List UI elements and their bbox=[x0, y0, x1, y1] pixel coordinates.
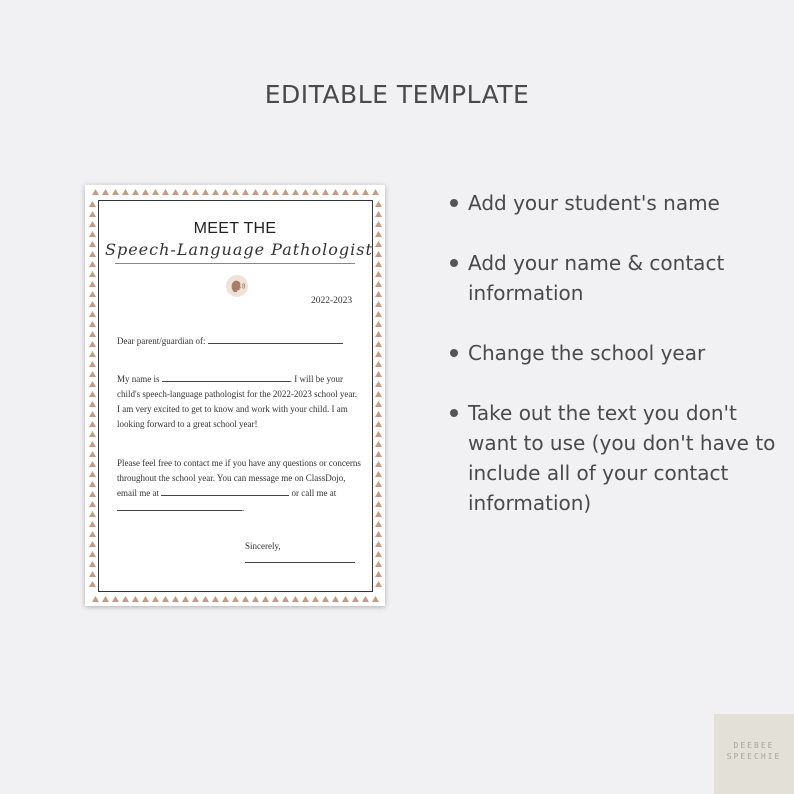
border-triangle bbox=[92, 189, 99, 195]
border-triangle bbox=[375, 391, 382, 397]
border-triangle bbox=[89, 371, 96, 377]
border-triangle bbox=[375, 521, 382, 527]
border-triangle bbox=[89, 421, 96, 427]
bullet-dot-icon bbox=[450, 349, 458, 357]
border-triangle bbox=[375, 291, 382, 297]
border-left-triangles bbox=[88, 199, 96, 591]
border-triangle bbox=[89, 361, 96, 367]
border-triangle bbox=[322, 596, 329, 602]
speech-head-icon bbox=[226, 275, 248, 297]
doc-title-slp: Speech-Language Pathologist bbox=[105, 240, 373, 259]
template-preview bbox=[85, 185, 385, 606]
signature-line[interactable] bbox=[245, 562, 355, 563]
bullet-dot-icon bbox=[450, 409, 458, 417]
border-triangle bbox=[372, 596, 379, 602]
border-triangle bbox=[172, 596, 179, 602]
border-triangle bbox=[122, 189, 129, 195]
border-triangle bbox=[162, 189, 169, 195]
border-triangle bbox=[302, 189, 309, 195]
greeting-line bbox=[117, 334, 362, 349]
border-triangle bbox=[89, 251, 96, 257]
border-top-triangles bbox=[91, 188, 379, 196]
border-triangle bbox=[89, 201, 96, 207]
border-triangle bbox=[212, 596, 219, 602]
border-triangle bbox=[332, 189, 339, 195]
border-triangle bbox=[152, 189, 159, 195]
border-triangle bbox=[312, 189, 319, 195]
border-triangle bbox=[89, 581, 96, 587]
brand-line2: SPEECHIE bbox=[726, 752, 782, 761]
border-triangle bbox=[375, 451, 382, 457]
border-triangle bbox=[132, 189, 139, 195]
border-triangle bbox=[375, 431, 382, 437]
border-triangle bbox=[102, 189, 109, 195]
contact-text-call: or call me at bbox=[291, 488, 337, 498]
border-triangle bbox=[112, 189, 119, 195]
border-triangle bbox=[375, 321, 382, 327]
border-triangle bbox=[172, 189, 179, 195]
border-triangle bbox=[375, 361, 382, 367]
border-triangle bbox=[89, 461, 96, 467]
border-triangle bbox=[375, 411, 382, 417]
border-triangle bbox=[92, 596, 99, 602]
border-triangle bbox=[192, 596, 199, 602]
border-triangle bbox=[302, 596, 309, 602]
border-triangle bbox=[252, 596, 259, 602]
border-triangle bbox=[89, 211, 96, 217]
border-triangle bbox=[375, 581, 382, 587]
border-triangle bbox=[272, 596, 279, 602]
title-underline bbox=[115, 263, 355, 264]
border-triangle bbox=[89, 411, 96, 417]
contact-text-start: Please feel free to contact me if you have any questions or concerns throughout the school year. You can message me on ClassDojo, email me at bbox=[117, 458, 361, 498]
border-triangle bbox=[89, 281, 96, 287]
feature-text: Add your name & contact information bbox=[468, 251, 725, 305]
contact-paragraph bbox=[117, 456, 362, 516]
school-year: 2022-2023 bbox=[311, 296, 353, 306]
border-triangle bbox=[375, 471, 382, 477]
feature-item bbox=[448, 248, 778, 308]
border-triangle bbox=[89, 531, 96, 537]
border-triangle bbox=[102, 596, 109, 602]
border-triangle bbox=[375, 371, 382, 377]
border-triangle bbox=[89, 271, 96, 277]
border-triangle bbox=[212, 189, 219, 195]
border-triangle bbox=[292, 189, 299, 195]
border-triangle bbox=[262, 189, 269, 195]
student-name-blank[interactable] bbox=[208, 334, 343, 344]
border-triangle bbox=[352, 596, 359, 602]
border-triangle bbox=[89, 341, 96, 347]
border-triangle bbox=[282, 189, 289, 195]
feature-text: Take out the text you don't want to use (you don't have to include all of your contact information) bbox=[468, 401, 776, 515]
border-triangle bbox=[89, 301, 96, 307]
border-triangle bbox=[375, 481, 382, 487]
border-triangle bbox=[89, 431, 96, 437]
border-triangle bbox=[89, 541, 96, 547]
slp-name-blank[interactable] bbox=[162, 372, 290, 382]
border-triangle bbox=[375, 201, 382, 207]
border-triangle bbox=[375, 511, 382, 517]
border-triangle bbox=[375, 491, 382, 497]
bullet-dot-icon bbox=[450, 199, 458, 207]
border-triangle bbox=[89, 311, 96, 317]
border-triangle bbox=[192, 189, 199, 195]
border-triangle bbox=[375, 461, 382, 467]
doc-title-meet: MEET THE bbox=[193, 220, 277, 237]
border-triangle bbox=[89, 481, 96, 487]
border-triangle bbox=[89, 401, 96, 407]
border-triangle bbox=[282, 596, 289, 602]
border-triangle bbox=[162, 596, 169, 602]
border-triangle bbox=[375, 311, 382, 317]
border-triangle bbox=[372, 189, 379, 195]
border-right-triangles bbox=[374, 199, 382, 591]
border-triangle bbox=[252, 189, 259, 195]
bullet-dot-icon bbox=[450, 259, 458, 267]
greeting-text: Dear parent/guardian of: bbox=[117, 336, 206, 346]
border-triangle bbox=[142, 189, 149, 195]
border-triangle bbox=[89, 321, 96, 327]
border-triangle bbox=[352, 189, 359, 195]
border-triangle bbox=[342, 189, 349, 195]
border-triangle bbox=[242, 596, 249, 602]
border-triangle bbox=[89, 391, 96, 397]
border-triangle bbox=[222, 189, 229, 195]
border-triangle bbox=[89, 441, 96, 447]
border-triangle bbox=[375, 271, 382, 277]
border-triangle bbox=[232, 596, 239, 602]
border-triangle bbox=[89, 331, 96, 337]
border-triangle bbox=[89, 291, 96, 297]
border-triangle bbox=[262, 596, 269, 602]
border-triangle bbox=[89, 551, 96, 557]
brand-line1: DEEBEE bbox=[733, 741, 775, 750]
border-triangle bbox=[182, 596, 189, 602]
border-triangle bbox=[375, 211, 382, 217]
intro-text-start: My name is bbox=[117, 374, 160, 384]
email-blank[interactable] bbox=[161, 486, 289, 496]
border-triangle bbox=[132, 596, 139, 602]
brand-logo bbox=[714, 714, 794, 794]
border-triangle bbox=[272, 189, 279, 195]
border-triangle bbox=[362, 189, 369, 195]
border-triangle bbox=[152, 596, 159, 602]
border-triangle bbox=[89, 241, 96, 247]
border-triangle bbox=[375, 541, 382, 547]
border-triangle bbox=[142, 596, 149, 602]
border-triangle bbox=[202, 189, 209, 195]
closing-text: Sincerely, bbox=[245, 541, 281, 551]
border-triangle bbox=[375, 441, 382, 447]
border-triangle bbox=[375, 571, 382, 577]
border-triangle bbox=[89, 261, 96, 267]
phone-blank[interactable] bbox=[117, 501, 245, 513]
border-triangle bbox=[375, 251, 382, 257]
page-heading: EDITABLE TEMPLATE bbox=[264, 80, 530, 109]
border-triangle bbox=[322, 189, 329, 195]
border-triangle bbox=[375, 551, 382, 557]
border-triangle bbox=[362, 596, 369, 602]
border-triangle bbox=[89, 351, 96, 357]
border-triangle bbox=[375, 381, 382, 387]
border-triangle bbox=[375, 241, 382, 247]
border-triangle bbox=[182, 189, 189, 195]
border-triangle bbox=[375, 341, 382, 347]
border-triangle bbox=[292, 596, 299, 602]
border-triangle bbox=[202, 596, 209, 602]
feature-list bbox=[448, 188, 778, 548]
border-triangle bbox=[222, 596, 229, 602]
border-triangle bbox=[89, 381, 96, 387]
border-triangle bbox=[375, 421, 382, 427]
border-triangle bbox=[332, 596, 339, 602]
border-triangle bbox=[89, 511, 96, 517]
border-triangle bbox=[342, 596, 349, 602]
border-triangle bbox=[375, 561, 382, 567]
border-triangle bbox=[375, 531, 382, 537]
border-triangle bbox=[375, 261, 382, 267]
feature-text: Change the school year bbox=[468, 341, 706, 365]
border-triangle bbox=[122, 596, 129, 602]
border-triangle bbox=[375, 331, 382, 337]
border-triangle bbox=[312, 596, 319, 602]
border-triangle bbox=[89, 571, 96, 577]
feature-item bbox=[448, 398, 778, 518]
border-triangle bbox=[375, 301, 382, 307]
border-triangle bbox=[375, 401, 382, 407]
feature-item bbox=[448, 338, 778, 368]
border-triangle bbox=[89, 501, 96, 507]
border-bottom-triangles bbox=[91, 595, 379, 603]
border-triangle bbox=[89, 561, 96, 567]
border-triangle bbox=[89, 471, 96, 477]
feature-item bbox=[448, 188, 778, 218]
border-triangle bbox=[89, 521, 96, 527]
border-triangle bbox=[112, 596, 119, 602]
feature-text: Add your student's name bbox=[468, 191, 720, 215]
border-triangle bbox=[89, 451, 96, 457]
border-triangle bbox=[375, 351, 382, 357]
contact-text-end: . bbox=[242, 503, 245, 513]
border-triangle bbox=[232, 189, 239, 195]
intro-text-rest: . I will be your child's speech-language pathologist for the 2022-2023 school year. I am very excited to get to know and work with your child. I am looking forward to a great school year! bbox=[117, 374, 358, 429]
intro-paragraph bbox=[117, 372, 362, 432]
border-triangle bbox=[375, 501, 382, 507]
border-triangle bbox=[375, 281, 382, 287]
border-triangle bbox=[242, 189, 249, 195]
border-triangle bbox=[89, 491, 96, 497]
